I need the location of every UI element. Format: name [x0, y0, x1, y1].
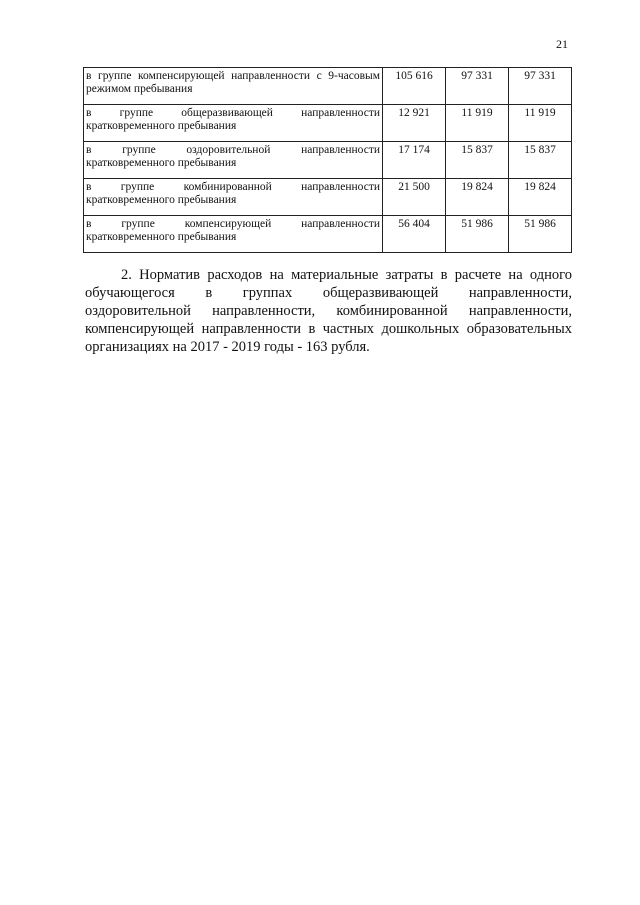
- value-cell: 51 986: [509, 216, 572, 253]
- row-description: в группе оздоровительной направленности кратковременного пребывания: [84, 142, 383, 179]
- norm-paragraph: 2. Норматив расходов на материальные затраты в расчете на одного обучающегося в группах общеразвивающей направленности, оздоровительной направленности, комбинированной направленности, компенсирующей направленности в частных дошкольных образовательных организациях на 2017 - 2019 годы - 163 рубля.: [85, 267, 572, 355]
- table-row: [84, 179, 572, 216]
- row-description: в группе комбинированной направленности кратковременного пребывания: [84, 179, 383, 216]
- value-cell: 15 837: [509, 142, 572, 179]
- row-description: в группе общеразвивающей направленности кратковременного пребывания: [84, 105, 383, 142]
- value-cell: 105 616: [383, 68, 446, 105]
- table-row: [84, 68, 572, 105]
- norms-table: [83, 67, 572, 253]
- value-cell: 97 331: [446, 68, 509, 105]
- value-cell: 19 824: [509, 179, 572, 216]
- value-cell: 19 824: [446, 179, 509, 216]
- row-description: в группе компенсирующей направленности с 9-часовым режимом пребывания: [84, 68, 383, 105]
- value-cell: 56 404: [383, 216, 446, 253]
- value-cell: 51 986: [446, 216, 509, 253]
- value-cell: 97 331: [509, 68, 572, 105]
- value-cell: 15 837: [446, 142, 509, 179]
- table-row: [84, 142, 572, 179]
- value-cell: 11 919: [509, 105, 572, 142]
- page-number: 21: [556, 37, 568, 51]
- row-description: в группе компенсирующей направленности кратковременного пребывания: [84, 216, 383, 253]
- value-cell: 11 919: [446, 105, 509, 142]
- table-row: [84, 216, 572, 253]
- table-row: [84, 105, 572, 142]
- value-cell: 17 174: [383, 142, 446, 179]
- value-cell: 12 921: [383, 105, 446, 142]
- value-cell: 21 500: [383, 179, 446, 216]
